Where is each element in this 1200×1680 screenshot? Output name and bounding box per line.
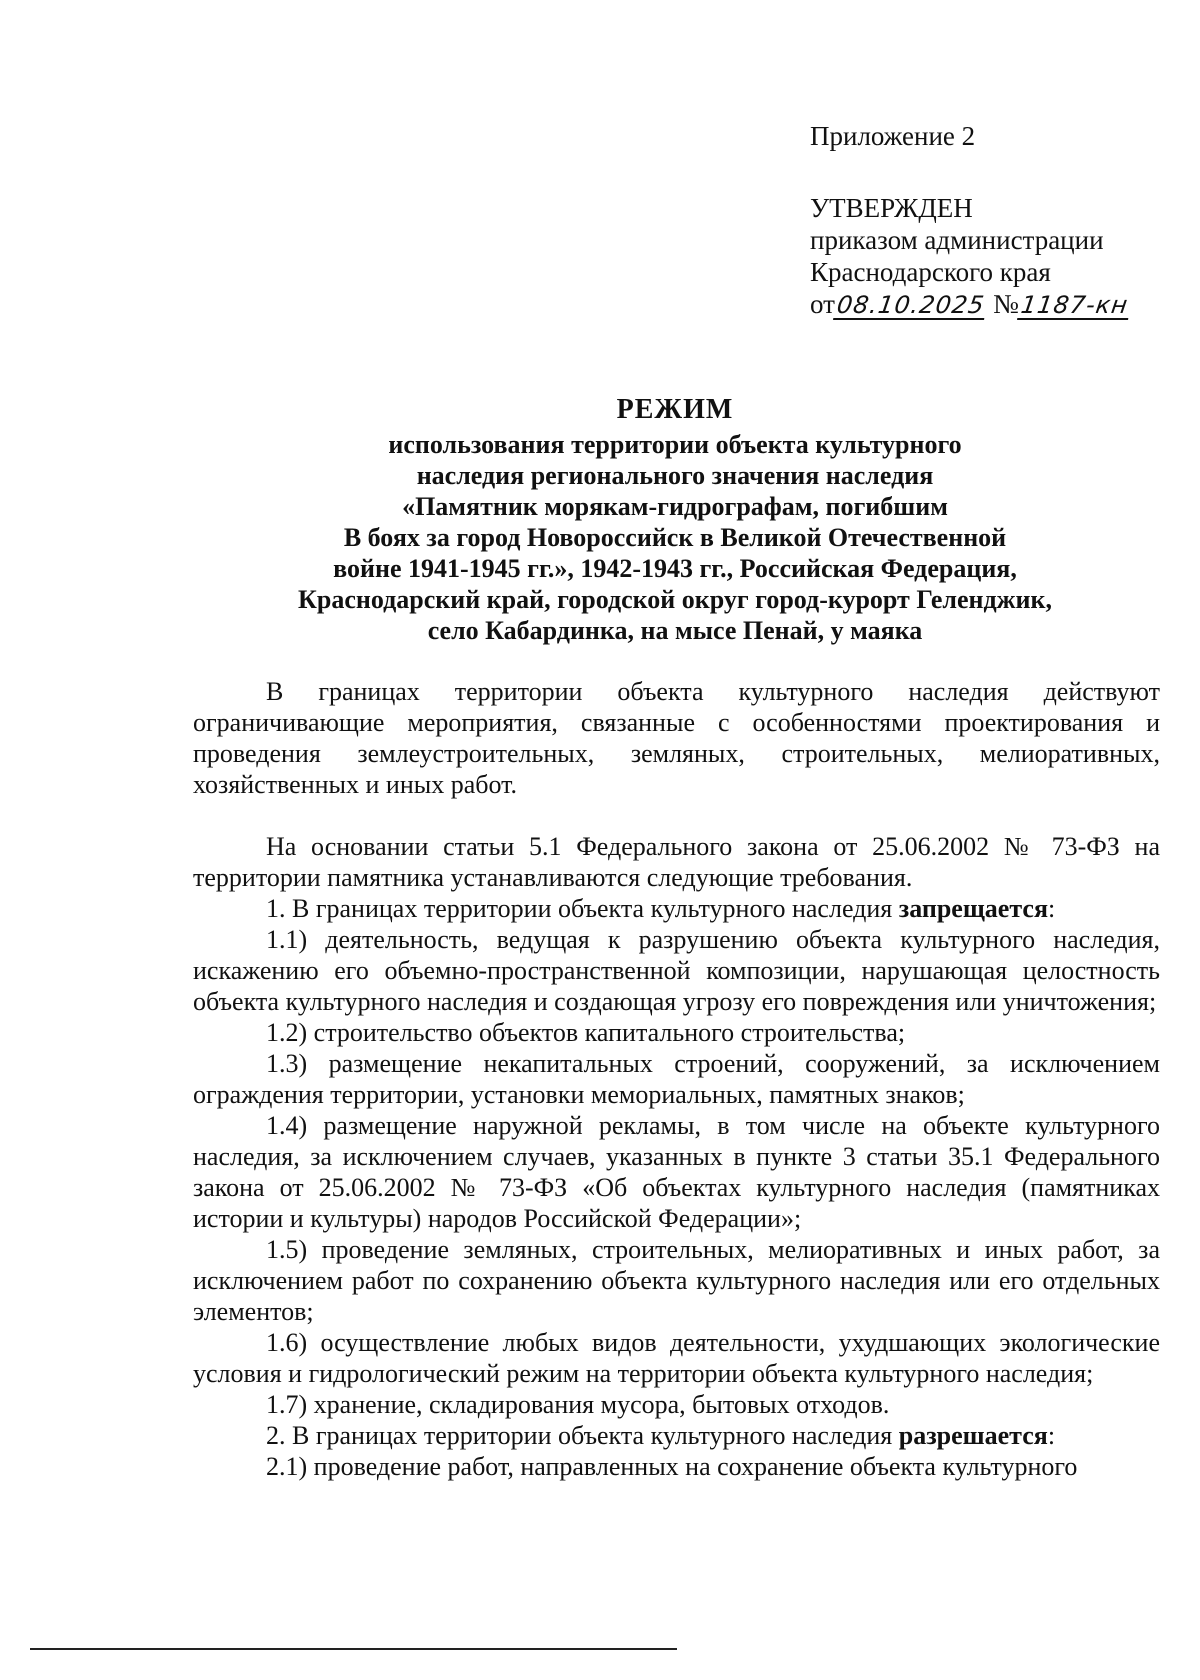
approved-by-line: приказом администрации <box>810 225 1104 255</box>
title-main: РЕЖИМ <box>616 394 734 425</box>
item-1-4: 1.4) размещение наружной рекламы, в том числе на объекте культурного наследия, за исключением случаев, указанных в пункте 3 статьи 35.1 Федерального закона от 25.06.2002 № 73-ФЗ «Об объектах культурного наследия (памятниках истории и культуры) народов Российской Федерации»; <box>193 1111 1160 1233</box>
approved-heading: УТВЕРЖДЕН <box>810 193 973 223</box>
item-1-5: 1.5) проведение земляных, строительных, мелиоративных и иных работ, за исключением работ по сохранению объекта культурного наследия или его отдельных элементов; <box>193 1235 1160 1326</box>
basis-paragraph: На основании статьи 5.1 Федерального закона от 25.06.2002 № 73-ФЗ на территории памятника устанавливаются следующие требования. <box>193 832 1160 892</box>
item-2-1: 2.1) проведение работ, направленных на сохранение объекта культурного <box>266 1452 1078 1481</box>
section-1-colon: : <box>1048 894 1056 923</box>
approval-block <box>810 120 1170 320</box>
title-line: село Кабардинка, на мысе Пенай, у маяка <box>427 616 923 645</box>
document-body <box>193 676 1160 1482</box>
number-prefix: № <box>993 289 1019 319</box>
section-2-heading <box>193 1420 1160 1451</box>
section-2-text: 2. В границах территории объекта культурного наследия <box>266 1421 899 1450</box>
allowed-keyword: разрешается <box>898 1421 1048 1450</box>
approved-region-line: Краснодарского края <box>810 257 1051 287</box>
annex-label: Приложение 2 <box>810 121 976 151</box>
section-1-heading <box>193 893 1160 924</box>
title-line: В боях за город Новороссийск в Великой Отечественной <box>343 523 1007 552</box>
item-1-6: 1.6) осуществление любых видов деятельности, ухудшающих экологические условия и гидрологический режим на территории объекта культурного наследия; <box>193 1328 1160 1388</box>
item-1-2: 1.2) строительство объектов капитального строительства; <box>266 1018 906 1047</box>
document-title <box>190 394 1160 646</box>
title-line: «Памятник морякам-гидрографам, погибшим <box>402 492 948 521</box>
date-prefix: от <box>810 289 835 319</box>
item-1-3: 1.3) размещение некапитальных строений, сооружений, за исключением ограждения территории, установки мемориальных, памятных знаков; <box>193 1049 1160 1109</box>
prohibited-keyword: запрещается <box>898 894 1049 923</box>
title-line: войне 1941-1945 гг.», 1942-1943 гг., Российская Федерация, <box>333 554 1017 583</box>
section-1-text: 1. В границах территории объекта культурного наследия <box>266 894 899 923</box>
handwritten-number: 1187-кн <box>1017 292 1132 320</box>
item-1-7: 1.7) хранение, складирования мусора, бытовых отходов. <box>266 1390 890 1419</box>
title-line: наследия регионального значения наследия <box>416 461 934 490</box>
bottom-divider <box>30 1648 677 1650</box>
section-2-colon: : <box>1047 1421 1056 1450</box>
handwritten-date: 08.10.2025 <box>833 292 988 320</box>
title-line: Краснодарский край, городской округ город-курорт Геленджик, <box>298 585 1052 614</box>
order-date-number <box>810 288 1170 320</box>
title-line: использования территории объекта культурного <box>388 430 962 459</box>
item-1-1: 1.1) деятельность, ведущая к разрушению объекта культурного наследия, искажению его объемно-пространственной композиции, нарушающая целостность объекта культурного наследия и создающая угрозу его повреждения или уничтожения; <box>193 925 1160 1016</box>
intro-paragraph: В границах территории объекта культурного наследия действуют ограничивающие мероприятия, связанные с особенностями проектирования и проведения землеустроительных, земляных, строительных, мелиоративных, хозяйственных и иных работ. <box>193 677 1160 799</box>
